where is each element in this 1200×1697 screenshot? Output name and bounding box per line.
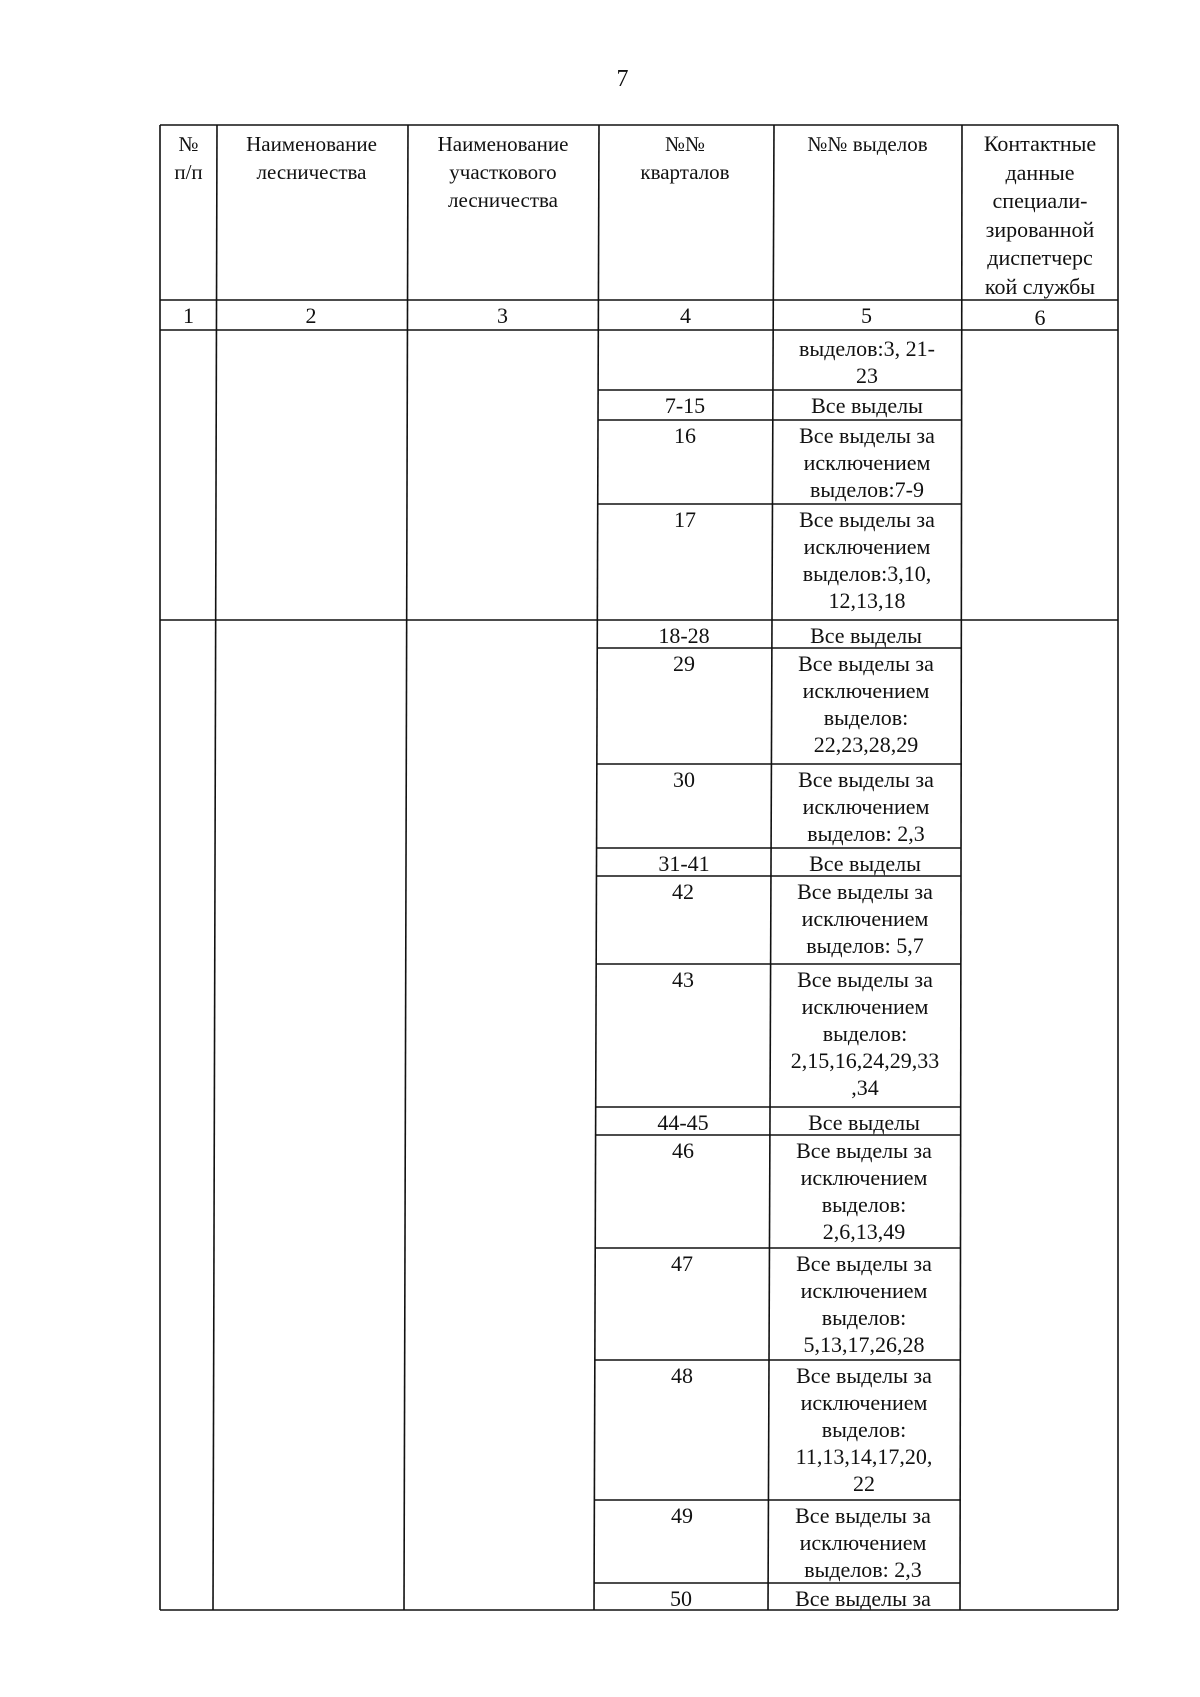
table-row-quarter: 29 <box>673 651 695 676</box>
table-row-sections: Все выделы за исключением выделов: 2,15,16,24,29,33 ,34 <box>790 967 940 1100</box>
table-row-quarter: 7-15 <box>664 393 706 418</box>
column-number-2: 2 <box>305 303 317 328</box>
table-row-sections: Все выделы за исключением выделов:3,10, 12,13,18 <box>799 507 935 613</box>
table-row-sections: Все выделы <box>810 623 922 648</box>
table-row-sections: Все выделы за исключением выделов: 5,7 <box>797 879 933 958</box>
table-row-quarter: 44-45 <box>657 1110 709 1135</box>
table-row-sections: Все выделы за исключением выделов:7-9 <box>799 423 935 502</box>
header-forestry-name: Наименование лесничества <box>246 132 377 184</box>
table-row-quarter: 48 <box>671 1363 693 1388</box>
header-sections: №№ выделов <box>807 132 928 156</box>
table-row-quarter: 30 <box>673 767 695 792</box>
column-number-6: 6 <box>1034 305 1046 330</box>
table-row-sections: Все выделы за исключением выделов: 2,6,13,49 <box>796 1138 932 1244</box>
table-row-sections: Все выделы <box>809 851 921 876</box>
column-number-4: 4 <box>680 303 691 328</box>
table-row-sections: Все выделы <box>808 1110 920 1135</box>
table-row-sections: Все выделы <box>811 393 923 418</box>
table-row-sections: выделов:3, 21- 23 <box>799 336 935 388</box>
table-row-sections: Все выделы за исключением выделов: 5,13,17,26,28 <box>796 1251 932 1357</box>
table-row-sections: Все выделы за исключением выделов: 11,13,14,17,20, 22 <box>795 1363 933 1496</box>
table-row-quarter: 42 <box>672 879 694 904</box>
column-number-3: 3 <box>497 303 508 328</box>
header-number: № п/п <box>174 132 203 184</box>
header-contact-data: Контактные данные специали- зированной диспетчерс кой службы <box>983 131 1097 299</box>
header-quarters: №№ кварталов <box>640 132 730 184</box>
table-row-quarter: 47 <box>671 1251 693 1276</box>
table-row-sections: Все выделы за исключением выделов: 2,3 <box>795 1503 931 1582</box>
column-number-5: 5 <box>861 303 872 328</box>
table-row-sections: Все выделы за исключением выделов: 22,23,28,29 <box>798 651 934 757</box>
table-row-quarter: 46 <box>672 1138 694 1163</box>
header-district-forestry-name: Наименование участкового лесничества <box>437 132 569 212</box>
table-row-quarter: 50 <box>670 1586 692 1611</box>
table-row-quarter: 18-28 <box>658 623 710 648</box>
page-number: 7 <box>616 66 629 92</box>
table-row-quarter: 31-41 <box>658 851 710 876</box>
table-row-sections: Все выделы за исключением выделов: 2,3 <box>798 767 934 846</box>
table-row-quarter: 49 <box>671 1503 693 1528</box>
table-row-quarter: 43 <box>672 967 694 992</box>
table-row-quarter: 17 <box>674 507 696 532</box>
table-row-quarter: 16 <box>674 423 696 448</box>
table-row-sections: Все выделы за <box>795 1586 931 1611</box>
column-number-1: 1 <box>183 303 194 328</box>
